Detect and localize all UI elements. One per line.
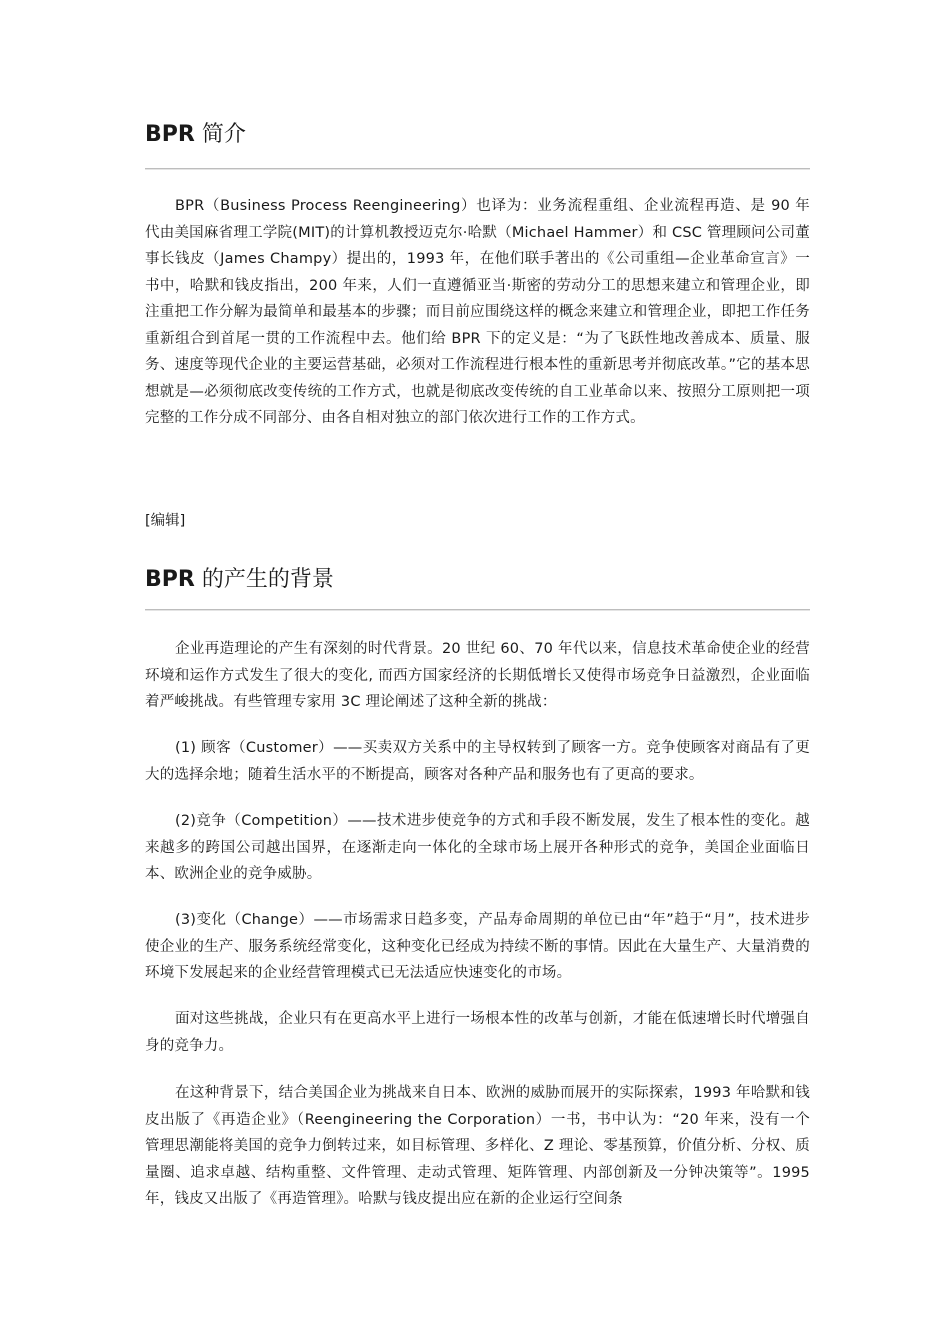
intro-paragraph: BPR（Business Process Reengineering）也译为：业务流程重组、企业流程再造、是 90 年代由美国麻省理工学院(MIT)的计算机教授迈克尔·哈默（Michael Hammer）和 CSC 管理顾问公司董事长钱皮（James Champy）提出的，1993 年，在他们联手著出的《公司重组—企业革命宣言》一书中，哈默和钱皮指出，200 年来，人们一直遵循亚当·斯密的劳动分工的思想来建立和管理企业，即注重把工作分解为最简单和最基本的步骤；而目前应围绕这样的概念来建立和管理企业，即把工作任务重新组合到首尾一贯的工作流程中去。他们给 BPR 下的定义是：“为了飞跃性地改善成本、质量、服务、速度等现代企业的主要运营基础，必须对工作流程进行根本性的重新思考并彻底改革。”它的基本思想就是—必须彻底改变传统的工作方式，也就是彻底改变传统的自工业革命以来、按照分工原则把一项完整的工作分成不同部分、由各自相对独立的部门依次进行工作的工作方式。 bbox=[145, 198, 810, 426]
heading-divider bbox=[145, 168, 810, 170]
history-paragraph: 在这种背景下，结合美国企业为挑战来自日本、欧洲的威胁而展开的实际探索，1993 年哈默和钱皮出版了《再造企业》（Reengineering the Corporation）一书，书中认为：“20 年来，没有一个管理思潮能将美国的竞争力倒转过来，如目标管理、多样化、Z 理论、零基预算，价值分析、分权、质量圈、追求卓越、结构重整、文件管理、走动式管理、矩阵管理、内部创新及一分钟决策等”。1995 年，钱皮又出版了《再造管理》。哈默与钱皮提出应在新的企业运行空间条 bbox=[145, 1085, 810, 1207]
heading-divider bbox=[145, 609, 810, 611]
section-heading-bpr-intro bbox=[145, 120, 246, 150]
heading-cjk: 的产生的背景 bbox=[194, 567, 334, 592]
background-paragraph: 企业再造理论的产生有深刻的时代背景。20 世纪 60、70 年代以来，信息技术革命使企业的经营环境和运作方式发生了很大的变化, 而西方国家经济的长期低增长又使得市场竞争日益激烈，企业面临着严峻挑战。有些管理专家用 3C 理论阐述了这种全新的挑战： bbox=[145, 641, 810, 710]
competition-paragraph: (2)竞争（Competition）——技术进步使竞争的方式和手段不断发展，发生了根本性的变化。越来越多的跨国公司越出国界，在逐渐走向一体化的全球市场上展开各种形式的竞争，美国企业面临日本、欧洲企业的竞争威胁。 bbox=[145, 813, 810, 882]
heading-latin: BPR bbox=[145, 122, 195, 147]
edit-link[interactable]: [编辑] bbox=[145, 513, 186, 529]
heading-latin: BPR bbox=[145, 567, 195, 592]
customer-paragraph: (1) 顾客（Customer）——买卖双方关系中的主导权转到了顾客一方。竞争使顾客对商品有了更大的选择余地；随着生活水平的不断提高，顾客对各种产品和服务也有了更高的要求。 bbox=[145, 740, 810, 783]
change-paragraph: (3)变化（Change）——市场需求日趋多变，产品寿命周期的单位已由“年”趋于“月”，技术进步使企业的生产、服务系统经常变化，这种变化已经成为持续不断的事情。因此在大量生产、大量消费的环境下发展起来的企业经营管理模式已无法适应快速变化的市场。 bbox=[145, 912, 810, 981]
challenge-paragraph: 面对这些挑战，企业只有在更高水平上进行一场根本性的改革与创新，才能在低速增长时代增强自身的竞争力。 bbox=[145, 1011, 810, 1054]
heading-cjk: 简介 bbox=[201, 122, 246, 147]
section-heading-bpr-background bbox=[145, 565, 334, 595]
